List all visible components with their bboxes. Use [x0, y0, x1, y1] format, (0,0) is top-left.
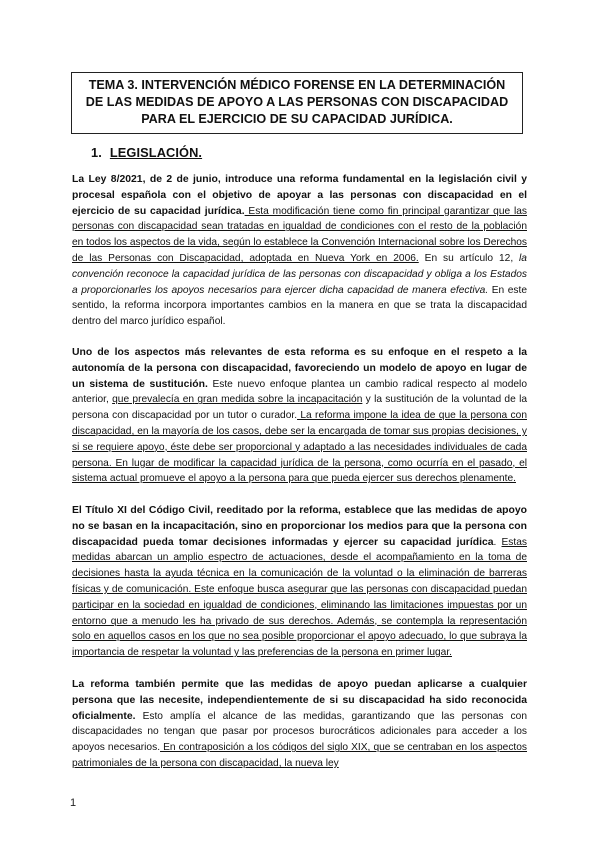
paragraph-1-underlined: Esta modificación tiene como fin principal garantizar que las personas con discapacidad sean tratadas en igualdad de condiciones con el resto de la población en todos los aspectos de la vida, según lo establece la Convención Internacional sobre los Derechos de las Personas con Discapacidad, adoptada en Nueva York en 2006.: [72, 205, 527, 264]
title-line-1: TEMA 3. INTERVENCIÓN MÉDICO FORENSE EN LA DETERMINACIÓN: [88, 78, 506, 92]
paragraph-2-underlined-a: que prevalecía en gran medida sobre la incapacitación: [112, 394, 363, 406]
paragraph-2-text-b: y la sustitución de la voluntad de la persona con discapacidad por un tutor o curador.: [72, 394, 528, 422]
paragraph-2: [72, 345, 527, 487]
paragraph-1-text-a: En su artículo 12,: [418, 252, 520, 264]
paragraph-4: [72, 677, 527, 772]
section-number: 1.: [91, 145, 102, 160]
paragraph-3-bold: El Título XI del Código Civil, reeditado por la reforma, establece que las medidas de apoyo no se basan en la incapacitación, sino en proporcionar los medios para que la persona con discapacidad pueda tomar decisiones informadas y ejercer su capacidad jurídica: [72, 505, 527, 548]
paragraph-1-bold: La Ley 8/2021, de 2 de junio, introduce una reforma fundamental en la legislación civil y procesal española con el objetivo de apoyar a las personas con discapacidad en el ejercicio de su capacidad jurídica.: [72, 174, 527, 217]
paragraph-1-italic: la convención reconoce la capacidad jurídica de las personas con discapacidad y obliga a los Estados a proporcionarles los apoyos necesarios para ejercer dicha capacidad de manera efectiva.: [72, 252, 527, 296]
title-line-3: PARA EL EJERCICIO DE SU CAPACIDAD JURÍDICA.: [141, 112, 453, 126]
document-title-box: [71, 72, 523, 134]
paragraph-1: [72, 172, 527, 330]
paragraph-3: [72, 503, 527, 661]
title-line-2: DE LAS MEDIDAS DE APOYO A LAS PERSONAS CON DISCAPACIDAD: [85, 95, 509, 109]
section-heading: [91, 145, 202, 160]
paragraph-3-text-a: .: [493, 536, 502, 548]
paragraph-4-text-a: Esto amplía el alcance de las medidas, garantizando que las personas con discapacidades no tengan que pasar por procesos burocráticos adicionales para acceder a los apoyos necesarios.: [72, 710, 527, 754]
paragraph-4-bold: La reforma también permite que las medidas de apoyo puedan aplicarse a cualquier persona que las necesite, independientemente de si su discapacidad ha sido reconocida oficialmente.: [72, 679, 527, 722]
page-number: 1: [70, 797, 77, 809]
paragraph-2-underlined-b: La reforma impone la idea de que la persona con discapacidad, en la mayoría de los casos, debe ser la encargada de tomar sus propias decisiones, y si se requiere apoyo, éste debe ser proporcional y adaptado a las necesidades individuales de cada persona. En lugar de modificar la capacidad jurídica de la persona, como ocurría en el pasado, el sistema actual promueve el apoyo a la persona para que pueda ejercer sus derechos plenamente.: [72, 410, 527, 485]
paragraph-4-underlined: En contraposición a los códigos del siglo XIX, que se centraban en los aspectos patrimoniales de la persona con discapacidad, la nueva ley: [72, 742, 528, 769]
paragraph-2-text-a: Este nuevo enfoque plantea un cambio radical respecto al modelo anterior,: [72, 378, 527, 406]
paragraph-1-text-b: En este sentido, la reforma incorpora importantes cambios en la manera en que se trata la discapacidad dentro del marco jurídico español.: [72, 284, 527, 328]
section-label: LEGISLACIÓN.: [109, 145, 203, 160]
paragraph-2-bold: Uno de los aspectos más relevantes de esta reforma es su enfoque en el respeto a la autonomía de la persona con discapacidad, favoreciendo un modelo de apoyo en lugar de un sistema de sustitución.: [72, 347, 527, 390]
paragraph-3-underlined: Estas medidas abarcan un amplio espectro de actuaciones, desde el acompañamiento en la toma de decisiones hasta la ayuda técnica en la comunicación de la voluntad o la eliminación de barreras físicas y de comunicación. Este enfoque busca asegurar que las personas con discapacidad puedan participar en la sociedad en igualdad de condiciones, eliminando las limitaciones impuestas por un entorno que a menudo les ha privado de sus derechos. Además, se contempla la representación solo en aquellos casos en los que no sea posible proporcionar el apoyo adecuado, lo que subraya la importancia de respetar la voluntad y las preferencias de la persona en primer lugar.: [72, 536, 527, 659]
